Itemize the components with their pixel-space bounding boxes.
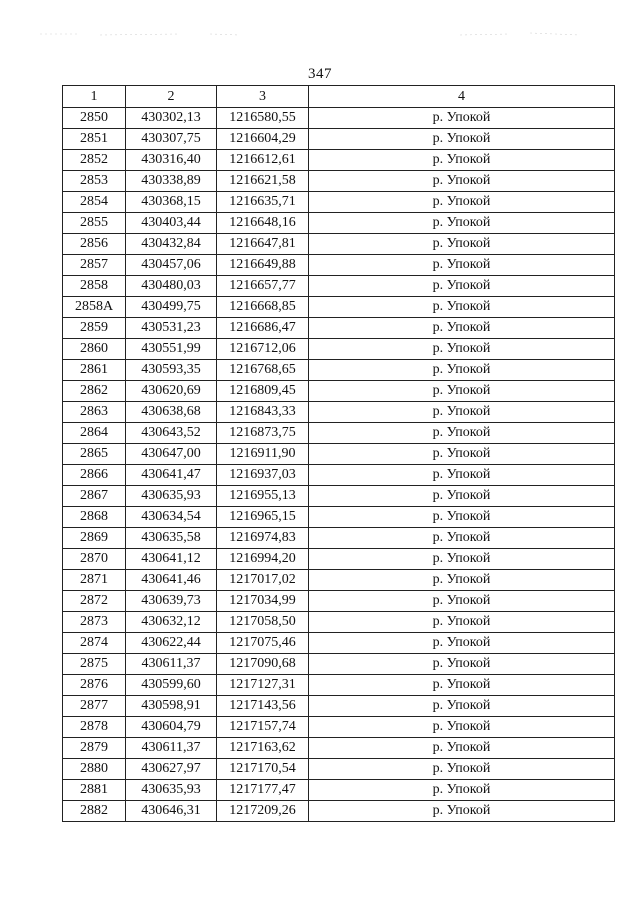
description-cell: р. Упокой — [309, 402, 615, 423]
x-coordinate-cell: 430403,44 — [126, 213, 217, 234]
x-coordinate-cell: 430338,89 — [126, 171, 217, 192]
table-row — [63, 255, 615, 276]
description-cell: р. Упокой — [309, 465, 615, 486]
table-row — [63, 192, 615, 213]
table-row — [63, 717, 615, 738]
description-cell: р. Упокой — [309, 129, 615, 150]
x-coordinate-cell: 430551,99 — [126, 339, 217, 360]
point-number-cell: 2866 — [63, 465, 126, 486]
y-coordinate-cell: 1216965,15 — [217, 507, 309, 528]
y-coordinate-cell: 1216994,20 — [217, 549, 309, 570]
point-number-cell: 2852 — [63, 150, 126, 171]
table-header-row — [63, 86, 615, 108]
y-coordinate-cell: 1217034,99 — [217, 591, 309, 612]
table-row — [63, 612, 615, 633]
y-coordinate-cell: 1216647,81 — [217, 234, 309, 255]
y-coordinate-cell: 1217170,54 — [217, 759, 309, 780]
x-coordinate-cell: 430641,12 — [126, 549, 217, 570]
y-coordinate-cell: 1217209,26 — [217, 801, 309, 822]
point-number-cell: 2861 — [63, 360, 126, 381]
description-cell: р. Упокой — [309, 108, 615, 129]
x-coordinate-cell: 430646,31 — [126, 801, 217, 822]
table-row — [63, 528, 615, 549]
table-row — [63, 465, 615, 486]
y-coordinate-cell: 1216937,03 — [217, 465, 309, 486]
y-coordinate-cell: 1216621,58 — [217, 171, 309, 192]
y-coordinate-cell: 1216580,55 — [217, 108, 309, 129]
column-header-point-number: 1 — [63, 86, 126, 108]
column-header-description: 4 — [309, 86, 615, 108]
table-row — [63, 402, 615, 423]
y-coordinate-cell: 1216657,77 — [217, 276, 309, 297]
table-row — [63, 780, 615, 801]
y-coordinate-cell: 1216955,13 — [217, 486, 309, 507]
x-coordinate-cell: 430593,35 — [126, 360, 217, 381]
point-number-cell: 2877 — [63, 696, 126, 717]
description-cell: р. Упокой — [309, 633, 615, 654]
point-number-cell: 2882 — [63, 801, 126, 822]
table-row — [63, 633, 615, 654]
table-row — [63, 591, 615, 612]
x-coordinate-cell: 430307,75 — [126, 129, 217, 150]
y-coordinate-cell: 1216712,06 — [217, 339, 309, 360]
description-cell: р. Упокой — [309, 738, 615, 759]
x-coordinate-cell: 430634,54 — [126, 507, 217, 528]
x-coordinate-cell: 430531,23 — [126, 318, 217, 339]
point-number-cell: 2871 — [63, 570, 126, 591]
y-coordinate-cell: 1217090,68 — [217, 654, 309, 675]
description-cell: р. Упокой — [309, 339, 615, 360]
column-header-y-coordinate: 3 — [217, 86, 309, 108]
point-number-cell: 2853 — [63, 171, 126, 192]
table-body — [63, 108, 615, 822]
y-coordinate-cell: 1216649,88 — [217, 255, 309, 276]
point-number-cell: 2879 — [63, 738, 126, 759]
y-coordinate-cell: 1216668,85 — [217, 297, 309, 318]
table-row — [63, 549, 615, 570]
y-coordinate-cell: 1216648,16 — [217, 213, 309, 234]
table-row — [63, 360, 615, 381]
table-row — [63, 759, 615, 780]
table-row — [63, 150, 615, 171]
y-coordinate-cell: 1216635,71 — [217, 192, 309, 213]
table-row — [63, 234, 615, 255]
point-number-cell: 2860 — [63, 339, 126, 360]
point-number-cell: 2864 — [63, 423, 126, 444]
coordinates-table — [62, 85, 615, 822]
x-coordinate-cell: 430302,13 — [126, 108, 217, 129]
description-cell: р. Упокой — [309, 549, 615, 570]
point-number-cell: 2880 — [63, 759, 126, 780]
table-row — [63, 108, 615, 129]
point-number-cell: 2855 — [63, 213, 126, 234]
description-cell: р. Упокой — [309, 570, 615, 591]
description-cell: р. Упокой — [309, 192, 615, 213]
point-number-cell: 2870 — [63, 549, 126, 570]
point-number-cell: 2850 — [63, 108, 126, 129]
table-row — [63, 339, 615, 360]
x-coordinate-cell: 430316,40 — [126, 150, 217, 171]
y-coordinate-cell: 1217163,62 — [217, 738, 309, 759]
x-coordinate-cell: 430599,60 — [126, 675, 217, 696]
table-row — [63, 738, 615, 759]
table-row — [63, 570, 615, 591]
point-number-cell: 2878 — [63, 717, 126, 738]
description-cell: р. Упокой — [309, 486, 615, 507]
point-number-cell: 2862 — [63, 381, 126, 402]
point-number-cell: 2872 — [63, 591, 126, 612]
x-coordinate-cell: 430432,84 — [126, 234, 217, 255]
point-number-cell: 2881 — [63, 780, 126, 801]
point-number-cell: 2858 — [63, 276, 126, 297]
x-coordinate-cell: 430635,58 — [126, 528, 217, 549]
point-number-cell: 2858А — [63, 297, 126, 318]
point-number-cell: 2874 — [63, 633, 126, 654]
description-cell: р. Упокой — [309, 675, 615, 696]
point-number-cell: 2868 — [63, 507, 126, 528]
description-cell: р. Упокой — [309, 507, 615, 528]
x-coordinate-cell: 430647,00 — [126, 444, 217, 465]
description-cell: р. Упокой — [309, 612, 615, 633]
table-row — [63, 297, 615, 318]
x-coordinate-cell: 430627,97 — [126, 759, 217, 780]
table-row — [63, 675, 615, 696]
point-number-cell: 2865 — [63, 444, 126, 465]
description-cell: р. Упокой — [309, 717, 615, 738]
x-coordinate-cell: 430643,52 — [126, 423, 217, 444]
description-cell: р. Упокой — [309, 171, 615, 192]
y-coordinate-cell: 1216612,61 — [217, 150, 309, 171]
scan-artifact-line — [40, 30, 600, 38]
y-coordinate-cell: 1217157,74 — [217, 717, 309, 738]
point-number-cell: 2851 — [63, 129, 126, 150]
x-coordinate-cell: 430641,46 — [126, 570, 217, 591]
point-number-cell: 2873 — [63, 612, 126, 633]
point-number-cell: 2867 — [63, 486, 126, 507]
description-cell: р. Упокой — [309, 654, 615, 675]
description-cell: р. Упокой — [309, 423, 615, 444]
table-row — [63, 423, 615, 444]
description-cell: р. Упокой — [309, 360, 615, 381]
point-number-cell: 2876 — [63, 675, 126, 696]
description-cell: р. Упокой — [309, 150, 615, 171]
point-number-cell: 2857 — [63, 255, 126, 276]
point-number-cell: 2875 — [63, 654, 126, 675]
x-coordinate-cell: 430499,75 — [126, 297, 217, 318]
x-coordinate-cell: 430635,93 — [126, 486, 217, 507]
description-cell: р. Упокой — [309, 234, 615, 255]
description-cell: р. Упокой — [309, 297, 615, 318]
table-row — [63, 486, 615, 507]
table-row — [63, 129, 615, 150]
description-cell: р. Упокой — [309, 213, 615, 234]
table-row — [63, 381, 615, 402]
y-coordinate-cell: 1216604,29 — [217, 129, 309, 150]
table-row — [63, 444, 615, 465]
y-coordinate-cell: 1217058,50 — [217, 612, 309, 633]
point-number-cell: 2859 — [63, 318, 126, 339]
table-row — [63, 318, 615, 339]
table-row — [63, 696, 615, 717]
description-cell: р. Упокой — [309, 780, 615, 801]
description-cell: р. Упокой — [309, 591, 615, 612]
x-coordinate-cell: 430480,03 — [126, 276, 217, 297]
y-coordinate-cell: 1217143,56 — [217, 696, 309, 717]
x-coordinate-cell: 430639,73 — [126, 591, 217, 612]
point-number-cell: 2856 — [63, 234, 126, 255]
x-coordinate-cell: 430598,91 — [126, 696, 217, 717]
description-cell: р. Упокой — [309, 381, 615, 402]
x-coordinate-cell: 430632,12 — [126, 612, 217, 633]
y-coordinate-cell: 1216768,65 — [217, 360, 309, 381]
x-coordinate-cell: 430611,37 — [126, 738, 217, 759]
y-coordinate-cell: 1216809,45 — [217, 381, 309, 402]
description-cell: р. Упокой — [309, 276, 615, 297]
x-coordinate-cell: 430638,68 — [126, 402, 217, 423]
y-coordinate-cell: 1217075,46 — [217, 633, 309, 654]
x-coordinate-cell: 430457,06 — [126, 255, 217, 276]
table-row — [63, 171, 615, 192]
table-row — [63, 276, 615, 297]
y-coordinate-cell: 1217017,02 — [217, 570, 309, 591]
y-coordinate-cell: 1216686,47 — [217, 318, 309, 339]
y-coordinate-cell: 1216974,83 — [217, 528, 309, 549]
table-row — [63, 654, 615, 675]
x-coordinate-cell: 430611,37 — [126, 654, 217, 675]
table-row — [63, 213, 615, 234]
description-cell: р. Упокой — [309, 528, 615, 549]
point-number-cell: 2854 — [63, 192, 126, 213]
description-cell: р. Упокой — [309, 759, 615, 780]
x-coordinate-cell: 430368,15 — [126, 192, 217, 213]
x-coordinate-cell: 430635,93 — [126, 780, 217, 801]
description-cell: р. Упокой — [309, 318, 615, 339]
y-coordinate-cell: 1216873,75 — [217, 423, 309, 444]
column-header-x-coordinate: 2 — [126, 86, 217, 108]
y-coordinate-cell: 1216843,33 — [217, 402, 309, 423]
y-coordinate-cell: 1216911,90 — [217, 444, 309, 465]
description-cell: р. Упокой — [309, 444, 615, 465]
x-coordinate-cell: 430622,44 — [126, 633, 217, 654]
description-cell: р. Упокой — [309, 801, 615, 822]
point-number-cell: 2869 — [63, 528, 126, 549]
page-number: 347 — [308, 66, 332, 82]
x-coordinate-cell: 430620,69 — [126, 381, 217, 402]
table-row — [63, 507, 615, 528]
table-row — [63, 801, 615, 822]
description-cell: р. Упокой — [309, 255, 615, 276]
x-coordinate-cell: 430641,47 — [126, 465, 217, 486]
x-coordinate-cell: 430604,79 — [126, 717, 217, 738]
y-coordinate-cell: 1217127,31 — [217, 675, 309, 696]
description-cell: р. Упокой — [309, 696, 615, 717]
point-number-cell: 2863 — [63, 402, 126, 423]
y-coordinate-cell: 1217177,47 — [217, 780, 309, 801]
